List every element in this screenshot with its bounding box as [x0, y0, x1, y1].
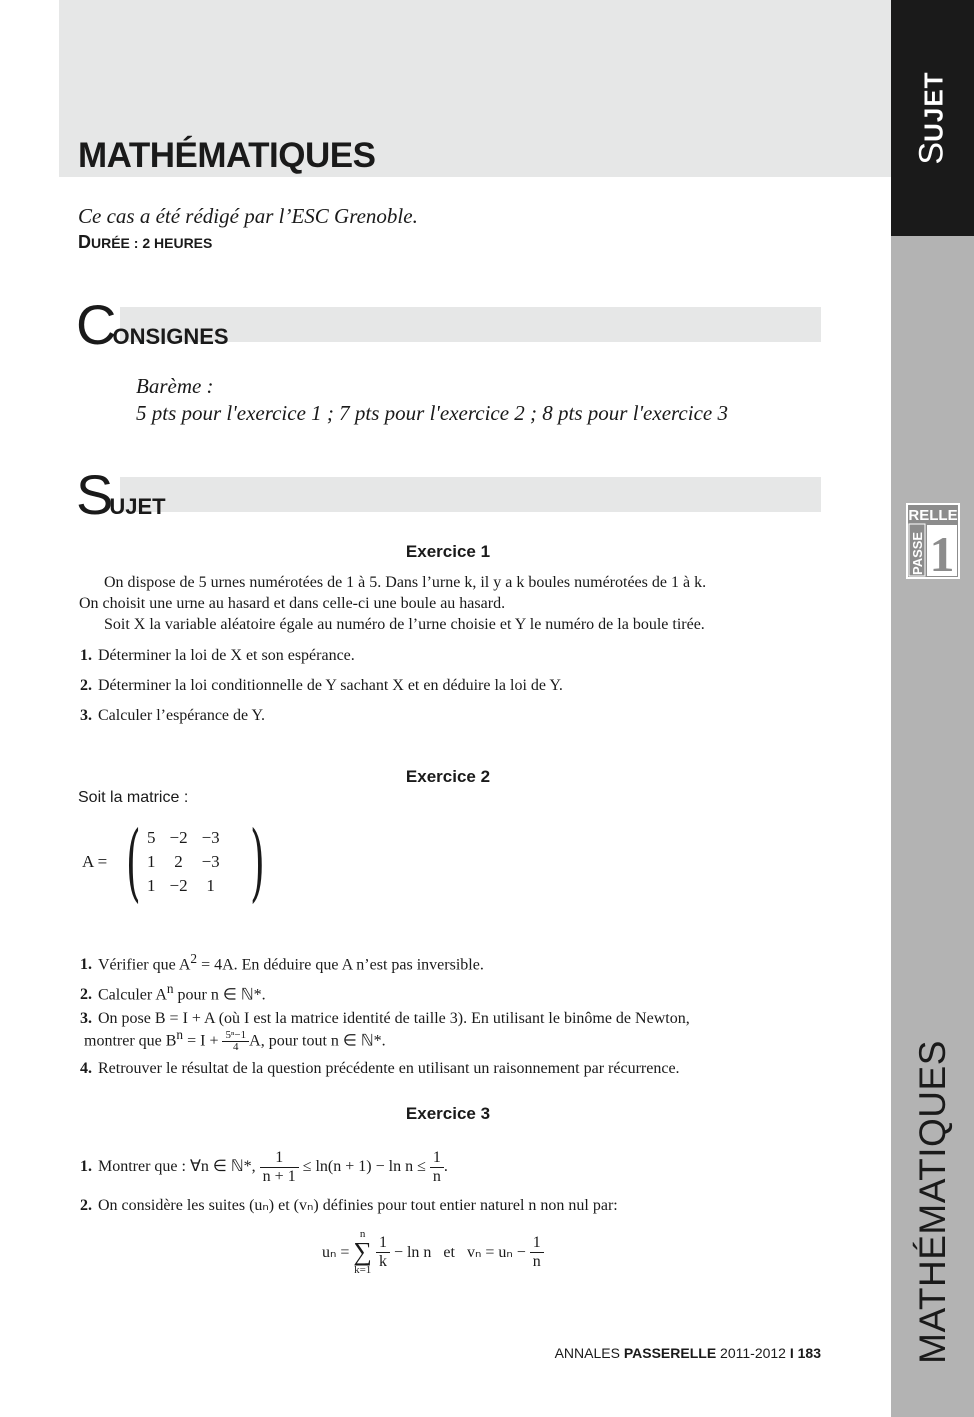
exercice1-question-2: 2. Déterminer la loi conditionnelle de Y sachant X et en déduire la loi de Y.	[80, 677, 563, 694]
matrix-cell: −3	[201, 852, 220, 871]
duration-line: DURÉE : 2 HEURES	[78, 232, 213, 252]
fraction: $\frac{1}{n + 1}$	[260, 1149, 299, 1186]
matrix-row	[140, 850, 227, 874]
bareme-text: 5 pts pour l'exercice 1 ; 7 pts pour l'exercice 2 ; 8 pts pour l'exercice 3	[136, 401, 728, 425]
fraction: $\frac{\text{5ⁿ−1}}{4}$	[222, 1030, 249, 1053]
logo-number: 1	[929, 526, 955, 579]
passerelle-logo	[906, 503, 960, 579]
exercice2-intro: Soit la matrice :	[78, 789, 189, 806]
page-footer: ANNALES PASSERELLE 2011-2012 I 183	[554, 1345, 821, 1361]
matrix-cell: −3	[201, 828, 220, 847]
matrix-cell: 1	[147, 852, 156, 871]
exercice2-question-2: 2. Calculer $A^n$ pour n ∈ ℕ*.	[80, 981, 266, 1004]
exercice2-question-1: 1. Vérifier que $A^2 = 4A$. En déduire que A n’est pas inversible.	[80, 951, 484, 974]
exercice3-question-1: 1. Montrer que : ∀n ∈ ℕ*, $\frac{1}{n + 1}$ ≤ ln(n + 1) − ln n ≤ $\frac{1}{n}$ .	[80, 1149, 448, 1185]
page-title: MATHÉMATIQUES	[78, 136, 376, 175]
matrix-cell: 1	[147, 876, 156, 895]
logo-side-text: PASSE	[910, 531, 925, 575]
exercice2-question-3b: montrer que $B^n = I$ + $\frac{\text{5ⁿ−1}}{4}$ A, pour tout n ∈ ℕ*.	[84, 1027, 386, 1054]
exercice2-question-4: 4. Retrouver le résultat de la question précédente en utilisant un raisonnement par récurrence.	[80, 1060, 680, 1077]
matrix-row	[140, 826, 227, 850]
exercice2-question-3a: 3. On pose B = I + A (où I est la matrice identité de taille 3). En utilisant le binôme de Newton,	[80, 1010, 690, 1027]
exercice1-paragraph-2: Soit X la variable aléatoire égale au numéro de l’urne choisie et Y le numéro de la boule tirée.	[104, 616, 705, 633]
matrix-cell: 5	[147, 828, 156, 847]
matrix-label: A =	[82, 852, 108, 871]
sujet-heading: SUJET	[76, 463, 166, 526]
exercice3-title: Exercice 3	[405, 1104, 491, 1123]
logo-top-text: RELLE	[908, 507, 958, 524]
exercice1-title: Exercice 1	[405, 542, 491, 561]
matrix-cell: −2	[169, 828, 188, 847]
author-line: Ce cas a été rédigé par l’ESC Grenoble.	[78, 204, 418, 228]
matrix-cell: −2	[169, 876, 188, 895]
matrix-cell: 1	[206, 876, 215, 895]
matrix-row	[140, 874, 227, 898]
sidebar-subject-label: MATHÉMATIQUES	[912, 1040, 953, 1364]
sujet-band	[120, 477, 821, 512]
consignes-heading: CONSIGNES	[76, 293, 229, 356]
fraction: $\frac{1}{n}$	[530, 1234, 544, 1271]
exercice3-formula: uₙ = n ∑ k=1 $\frac{1}{k}$ − ln n et vₙ = uₙ − $\frac{1}{n}$	[322, 1228, 544, 1276]
exercice2-title: Exercice 2	[405, 767, 491, 786]
matrix-cell: 2	[174, 852, 183, 871]
exercice1-question-3: 3. Calculer l’espérance de Y.	[80, 707, 266, 724]
exercice1-paragraph-1a: On dispose de 5 urnes numérotées de 1 à 5. Dans l’urne k, il y a k boules numérotées de 1 à k.	[104, 574, 707, 591]
fraction: $\frac{1}{k}$	[376, 1234, 390, 1271]
exercice1-question-1: 1. Déterminer la loi de X et son espérance.	[80, 647, 355, 664]
sidebar-sujet-label: SUJET	[912, 71, 951, 165]
exercice3-question-2: 2. On considère les suites (uₙ) et (vₙ) définies pour tout entier naturel n non nul par:	[80, 1197, 618, 1214]
matrix-right-paren: )	[250, 813, 265, 911]
bareme-label: Barème :	[136, 374, 214, 398]
fraction: $\frac{1}{n}$	[430, 1149, 444, 1186]
sum-operator: n ∑ k=1	[353, 1228, 372, 1276]
matrix-table	[140, 826, 227, 898]
matrix-left-paren: (	[126, 813, 141, 911]
exercice1-paragraph-1b: On choisit une urne au hasard et dans celle-ci une boule au hasard.	[79, 595, 506, 612]
